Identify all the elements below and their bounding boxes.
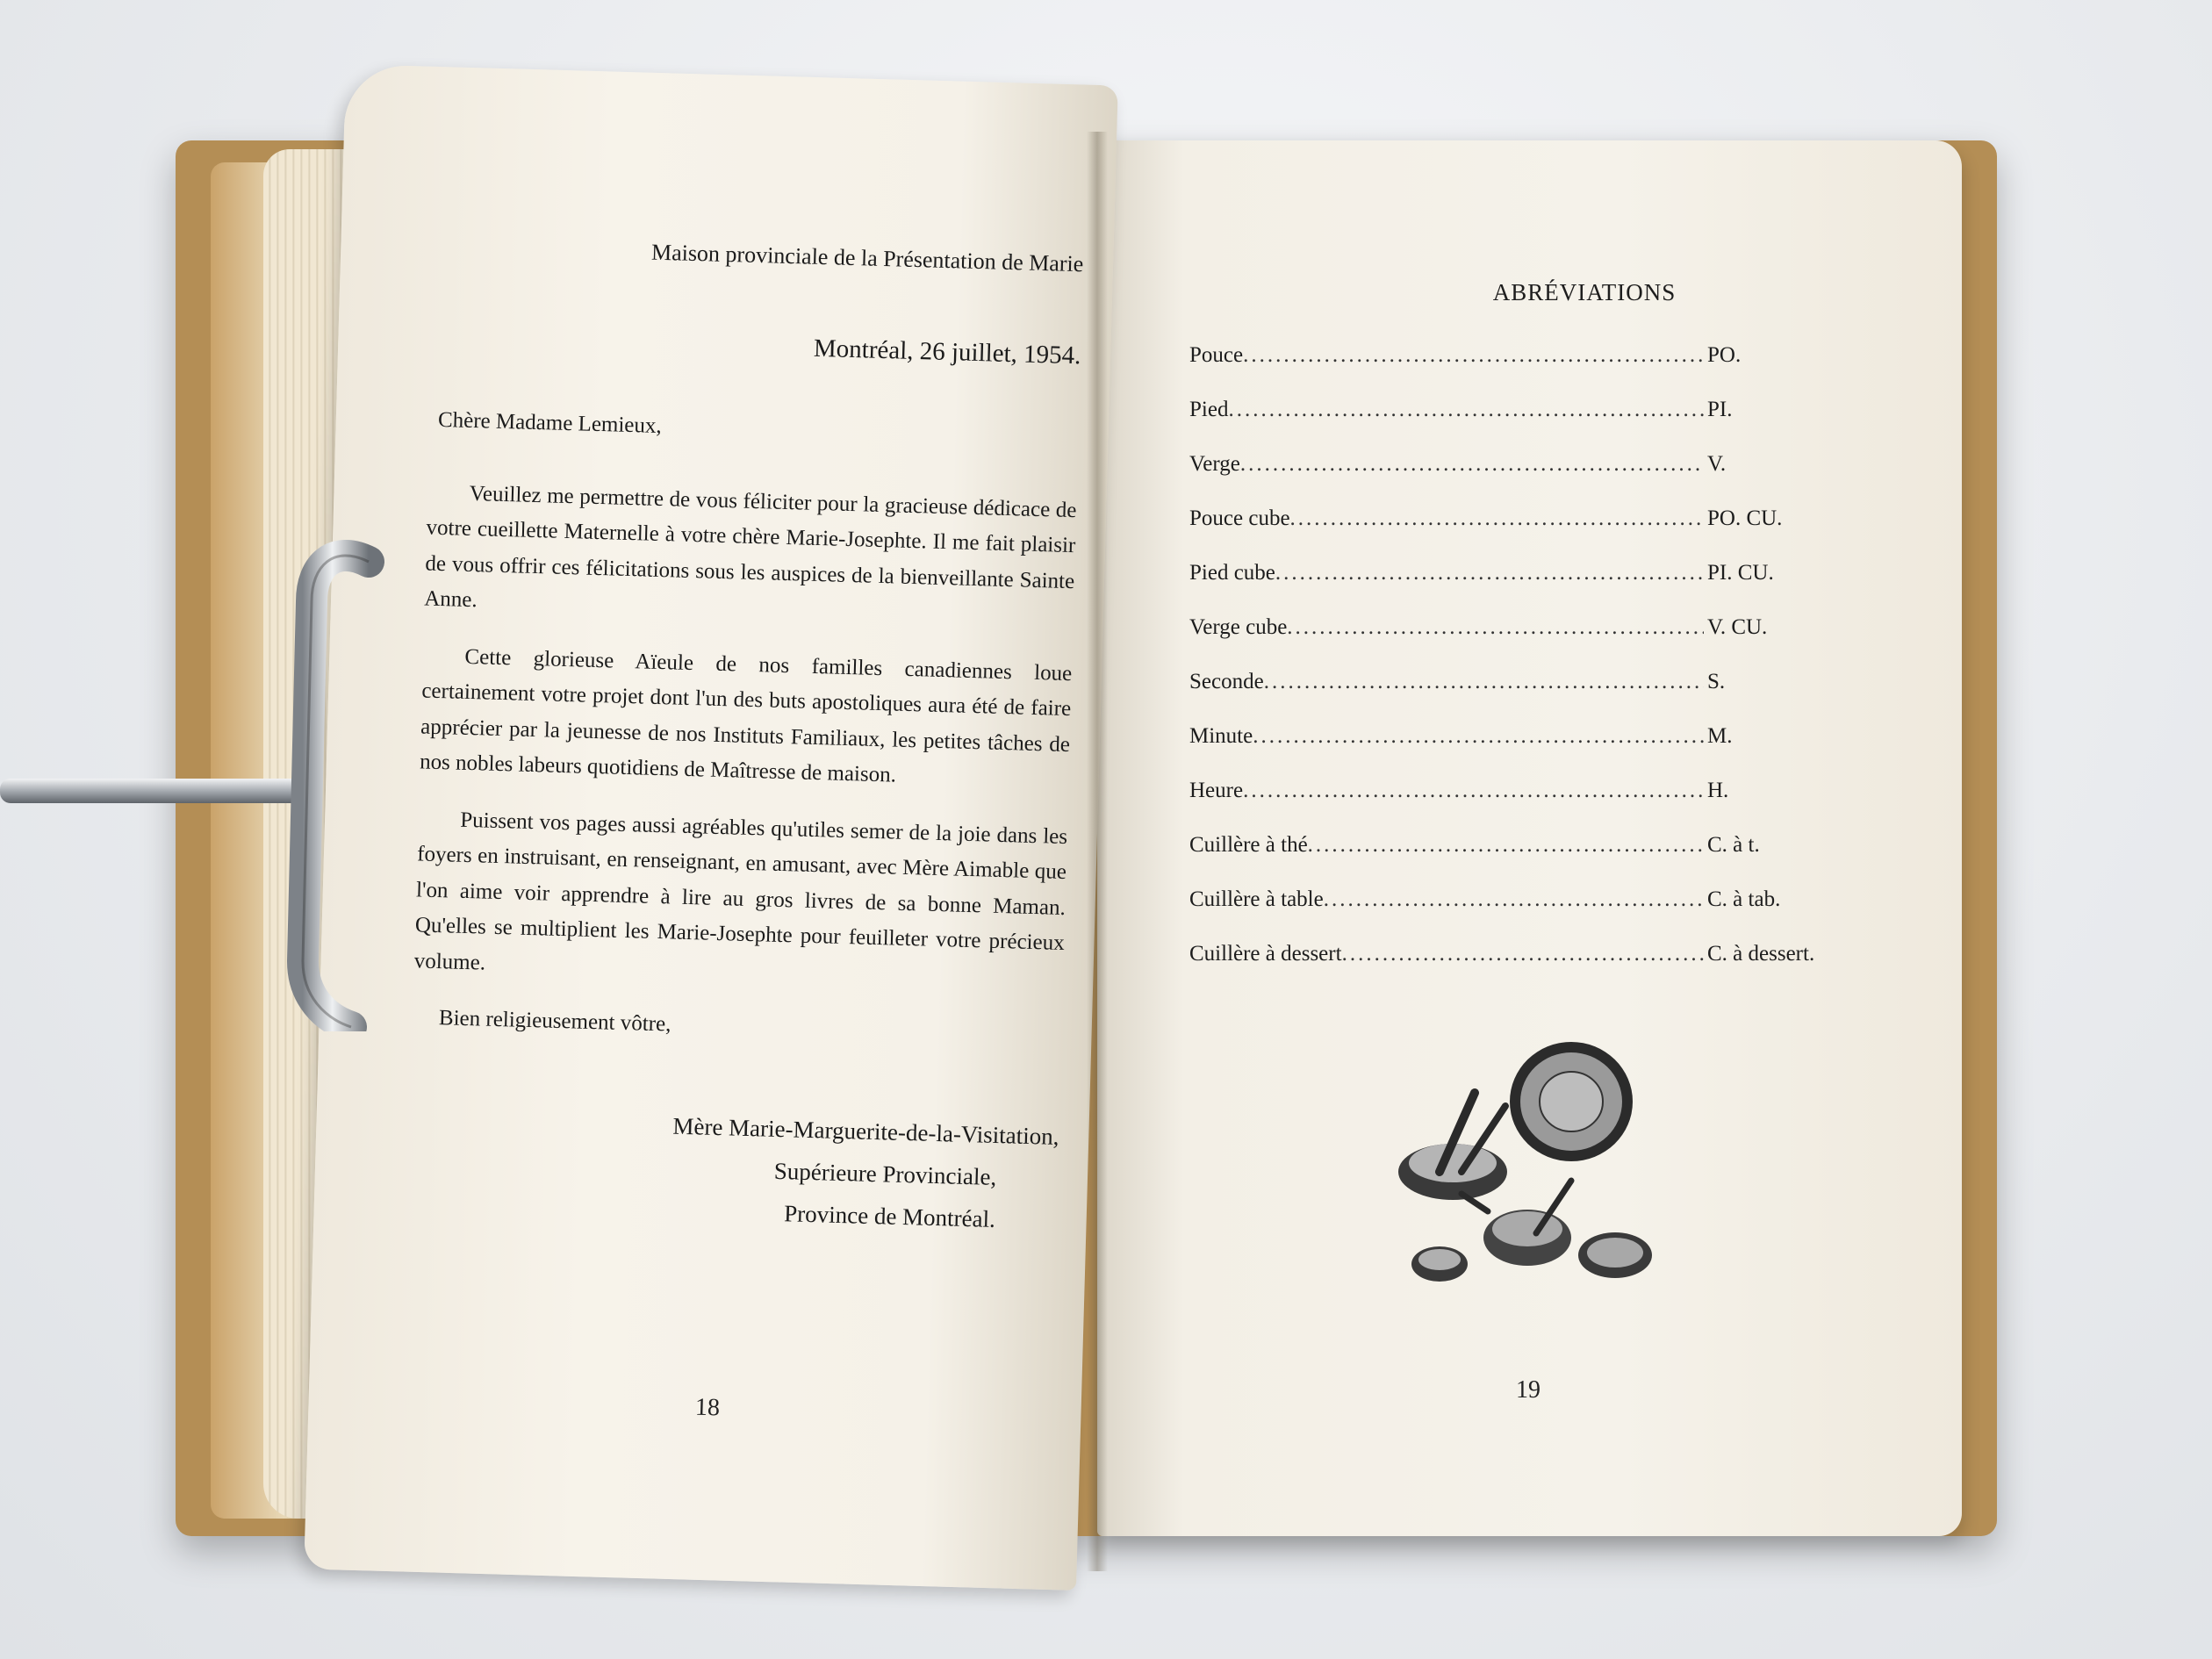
letter-salutation: Chère Madame Lemieux, [437,407,663,439]
dot-leader [1228,398,1704,422]
abbreviations-list [1189,343,1839,996]
abbreviation-term: Pied [1189,398,1229,421]
letter-paragraph-1: Veuillez me permettre de vous féliciter pour la gracieuse dédicace de votre cueillette Maternelle à votre chère Marie-Josephte. Il me fait plaisir de vous offrir ces félicitations sous les auspices de la bienveillante Sainte Anne. [423,481,1077,613]
abbreviation-code: C. à dessert. [1707,942,1815,966]
dot-leader [1324,887,1704,912]
abbreviation-row [1189,724,1839,779]
abbreviation-code: S. [1707,670,1726,693]
abbreviation-row [1189,452,1839,506]
abbreviation-code: V. [1707,452,1727,476]
abbreviation-code: C. à t. [1707,833,1760,857]
abbreviation-term: Cuillère à thé [1189,833,1308,857]
book-gutter [1087,132,1108,1571]
letter-header: Maison provinciale de la Présentation de Marie [650,239,1084,277]
dot-leader [1243,779,1704,803]
abbreviation-row [1189,506,1839,561]
abbreviation-row [1189,779,1839,833]
abbreviation-row [1189,561,1839,615]
abbreviation-code: PO. CU. [1707,506,1783,530]
dot-leader [1308,833,1704,858]
abbreviation-term: Pied cube [1189,561,1275,585]
abbreviation-row [1189,670,1839,724]
abbreviation-term: Seconde [1189,670,1264,693]
abbreviations-title: ABRÉVIATIONS [1492,279,1677,305]
abbreviation-term: Pouce [1189,343,1244,367]
dishes-illustration-icon [1391,1040,1663,1295]
letter-dateline: Montréal, 26 juillet, 1954. [813,334,1081,370]
abbreviation-term: Minute [1189,724,1253,748]
dot-leader [1253,724,1704,749]
abbreviation-row [1189,833,1839,887]
abbreviation-code: C. à tab. [1707,887,1781,911]
letter-paragraph-3: Puissent vos pages aussi agréables qu'utiles semer de la joie dans les foyers en instruisant, en renseignant, en amusant, avec Mère Aimable que l'on aime voir apprendre à lire au gros livres de sa bonne Maman. Qu'elles se multiplient les Marie-Josephte pour feuilleter votre précieux volume. [413,808,1068,975]
dot-leader [1240,452,1704,477]
metal-handle-icon [0,540,404,1031]
dot-leader [1275,561,1704,585]
page-number-left: 18 [694,1393,721,1422]
abbreviation-term: Pouce cube [1189,506,1290,530]
letter-paragraph-2: Cette glorieuse Aïeule de nos familles canadiennes loue certainement votre projet dont l'un des buts apostoliques aura été de faire apprécier par la jeunesse de nos Instituts Familiaux, les petites tâches de nos nobles labeurs quotidiens de Maîtresse de maison. [419,644,1073,787]
dot-leader [1264,670,1704,694]
abbreviation-term: Cuillère à dessert [1189,942,1342,966]
abbreviation-term: Heure [1189,779,1244,802]
signature-province: Province de Montréal. [783,1199,996,1232]
letter-signature [406,1097,1059,1242]
abbreviation-row [1189,942,1839,996]
abbreviation-term: Cuillère à table [1189,887,1324,911]
dot-leader [1290,506,1704,531]
abbreviation-code: V. CU. [1707,615,1768,639]
abbreviations-section [1189,279,1839,996]
abbreviation-code: PO. [1707,343,1742,367]
dot-leader [1243,343,1704,368]
dot-leader [1342,942,1704,966]
abbreviation-code: PI. [1707,398,1733,421]
abbreviation-row [1189,343,1839,398]
abbreviation-code: H. [1707,779,1729,802]
abbreviation-term: Verge [1189,452,1240,476]
abbreviation-row [1189,887,1839,942]
abbreviation-code: PI. CU. [1707,561,1774,585]
signature-title: Supérieure Provinciale, [773,1157,997,1190]
letter-text [401,228,1084,1457]
abbreviation-term: Verge cube [1189,615,1288,639]
abbreviation-code: M. [1707,724,1733,748]
letter-closing: Bien religieusement vôtre, [438,1006,672,1037]
abbreviation-row [1189,615,1839,670]
signature-name: Mère Marie-Marguerite-de-la-Visitation, [672,1112,1059,1150]
abbreviation-row [1189,398,1839,452]
dot-leader [1287,615,1704,640]
page-number-right: 19 [1516,1376,1540,1404]
